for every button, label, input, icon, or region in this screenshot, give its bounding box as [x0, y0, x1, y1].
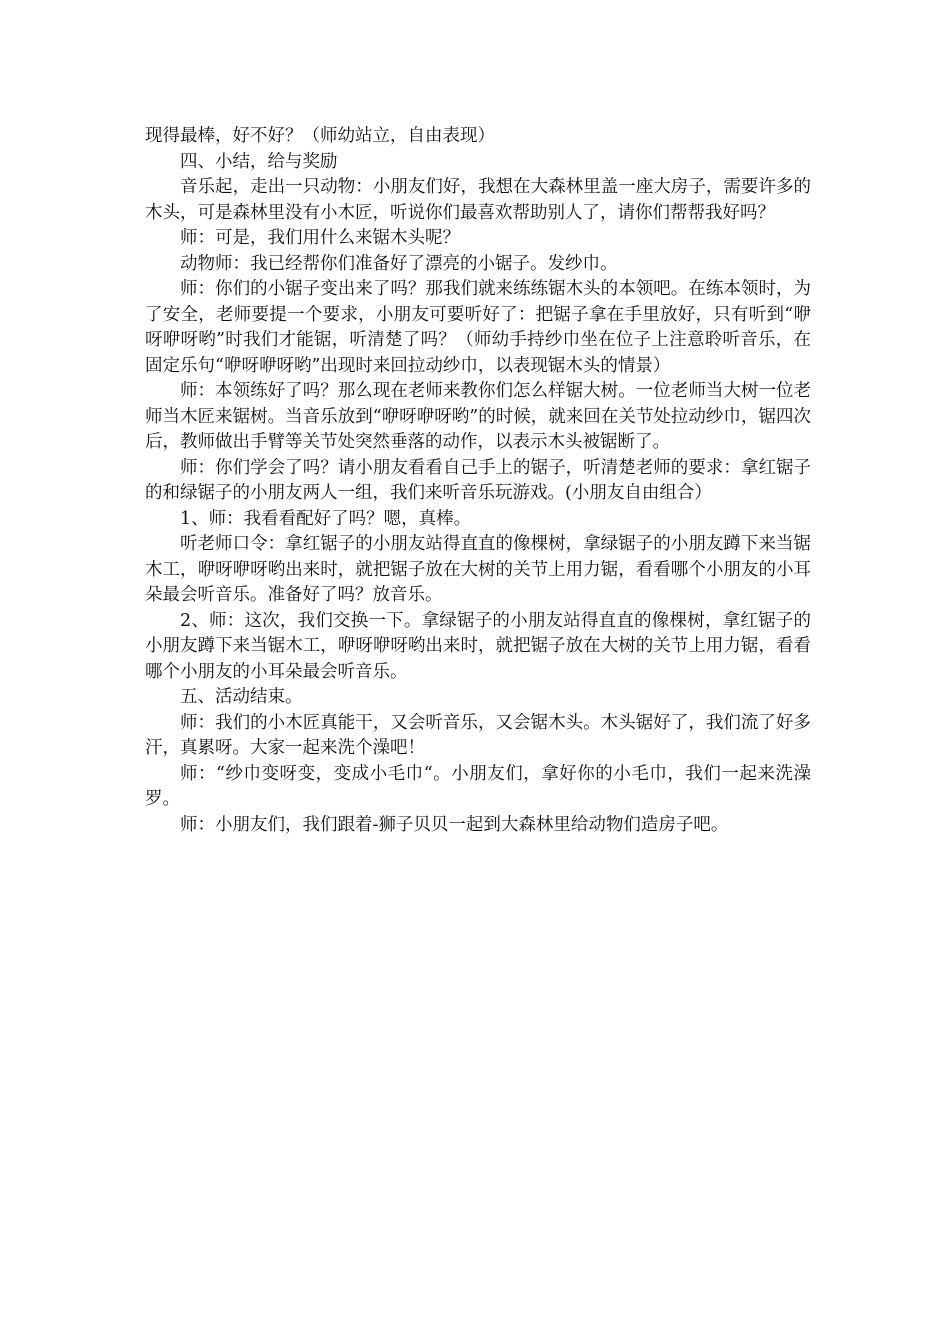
paragraph-carpenter-praise: 师：我们的小木匠真能干，又会听音乐，又会锯木头。木头锯好了，我们流了好多汗，真累呀。大家一起来洗个澡吧！: [145, 712, 811, 758]
paragraph-animal-intro: 音乐起，走出一只动物：小朋友们好，我想在大森林里盖一座大房子，需要许多的木头，可是森林里没有小木匠，听说你们最喜欢帮助别人了，请你们帮帮我好吗？: [145, 177, 811, 223]
paragraph-animal-teacher-saw: 动物师：我已经帮你们准备好了漂亮的小锯子。发纱巾。: [180, 253, 618, 274]
paragraph-continuation: 现得最棒，好不好？（师幼站立，自由表现）: [145, 126, 495, 146]
section-heading-activity-end: 五、活动结束。: [180, 687, 303, 707]
list-item-1: 1、师：我看看配好了吗？嗯，真棒。: [180, 508, 472, 529]
paragraph-teach-saw-tree: 师：本领练好了吗？那么现在老师来教你们怎么样锯大树。一位老师当大树一位老师当木匠来锯树。当音乐放到“咿呀咿呀哟”的时候，就来回在关节处拉动纱巾，锯四次后，教师做出手臂等关节处突然垂落的动作，以表示木头被锯断了。: [145, 381, 811, 452]
document-page: [145, 124, 811, 838]
paragraph-teacher-command: 听老师口令：拿红锯子的小朋友站得直直的像棵树，拿绿锯子的小朋友蹲下来当锯木工，咿呀咿呀哟出来时，就把锯子放在大树的关节上用力锯，看看哪个小朋友的小耳朵最会听音乐。准备好了吗？放音乐。: [145, 534, 811, 605]
paragraph-closing: 师：小朋友们，我们跟着-狮子贝贝一起到大森林里给动物们造房子吧。: [180, 814, 729, 835]
paragraph-teacher-question: 师：可是，我们用什么来锯木头呢？: [180, 228, 460, 248]
paragraph-towel-bath: 师：“纱巾变呀变，变成小毛巾“。小朋友们，拿好你的小毛巾，我们一起来洗澡罗。: [145, 763, 811, 809]
section-heading-summary: 四、小结，给与奖励: [180, 151, 338, 172]
paragraph-practice-sawing: 师：你们的小锯子变出来了吗？那我们就来练练锯木头的本领吧。在练本领时，为了安全，老师要提一个要求，小朋友可要听好了：把锯子拿在手里放好，只有听到“咿呀咿呀哟”时我们才能锯，听清楚了吗？（师幼手持纱巾坐在位子上注意聆听音乐，在固定乐句“咿呀咿呀哟”出现时来回拉动纱巾，以表现锯木头的情景）: [145, 279, 811, 376]
paragraph-group-game: 师：你们学会了吗？请小朋友看看自己手上的锯子，听清楚老师的要求：拿红锯子的和绿锯子的小朋友两人一组，我们来听音乐玩游戏。(小朋友自由组合）: [145, 457, 811, 503]
list-item-2: 2、师：这次，我们交换一下。拿绿锯子的小朋友站得直直的像棵树，拿红锯子的小朋友蹲下来当锯木工，咿呀咿呀哟出来时，就把锯子放在大树的关节上用力锯，看看哪个小朋友的小耳朵最会听音乐。: [145, 610, 811, 682]
